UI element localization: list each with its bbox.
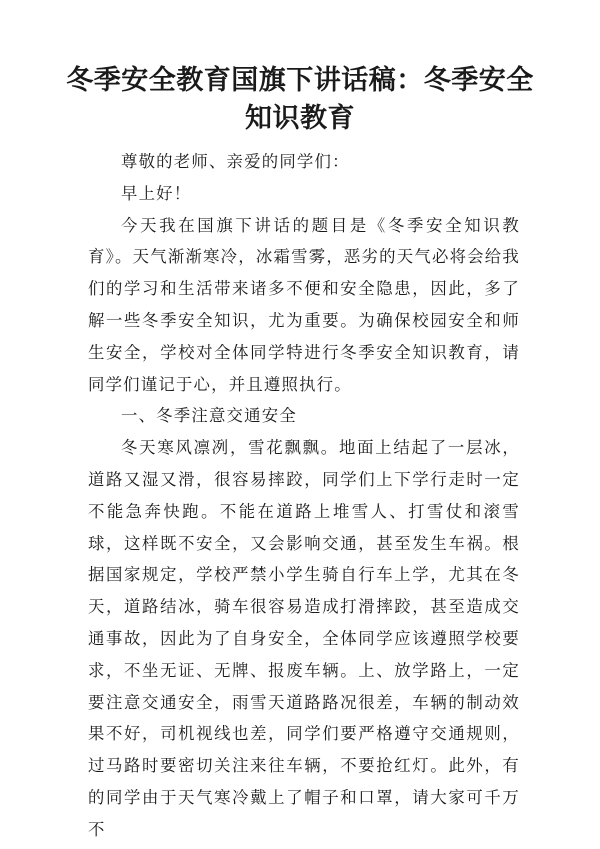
- traffic-safety-paragraph: 冬天寒风凛冽，雪花飘飘。地面上结起了一层冰，道路又湿又滑，很容易摔跤，同学们上下学行走时一定不能急奔快跑。不能在道路上堆雪人、打雪仗和滚雪球，这样既不安全，又会影响交通，甚至发生车祸。根据国家规定，学校严禁小学生骑自行车上学，尤其在冬天，道路结冰，骑车很容易造成打滑摔跤，甚至造成交通事故，因此为了自身安全，全体同学应该遵照学校要求，不坐无证、无牌、报废车辆。上、放学路上，一定要注意交通安全，雨雪天道路路况很差，车辆的制动效果不好，司机视线也差，同学们要严格遵守交通规则，过马路时要密切关注来往车辆，不要抢红灯。此外，有的同学由于天气寒冷戴上了帽子和口罩，请大家可千万不: [88, 438, 520, 839]
- intro-paragraph: 今天我在国旗下讲话的题目是《冬季安全知识教育》。天气渐渐寒冷，冰霜雪雾，恶劣的天气必将会给我们的学习和生活带来诸多不便和安全隐患，因此，多了解一些冬季安全知识，尤为重要。为确保校园安全和师生安全，学校对全体同学特进行冬季安全知识教育，请同学们谨记于心，并且遵照执行。: [88, 215, 520, 394]
- salutation: 尊敬的老师、亲爱的同学们：: [121, 152, 350, 171]
- greeting: 早上好！: [121, 183, 192, 203]
- document-body: [88, 146, 520, 846]
- document-title: 冬季安全教育国旗下讲话稿：冬季安全知识教育: [66, 65, 534, 134]
- section-heading: 一、冬季注意交通安全: [121, 406, 297, 426]
